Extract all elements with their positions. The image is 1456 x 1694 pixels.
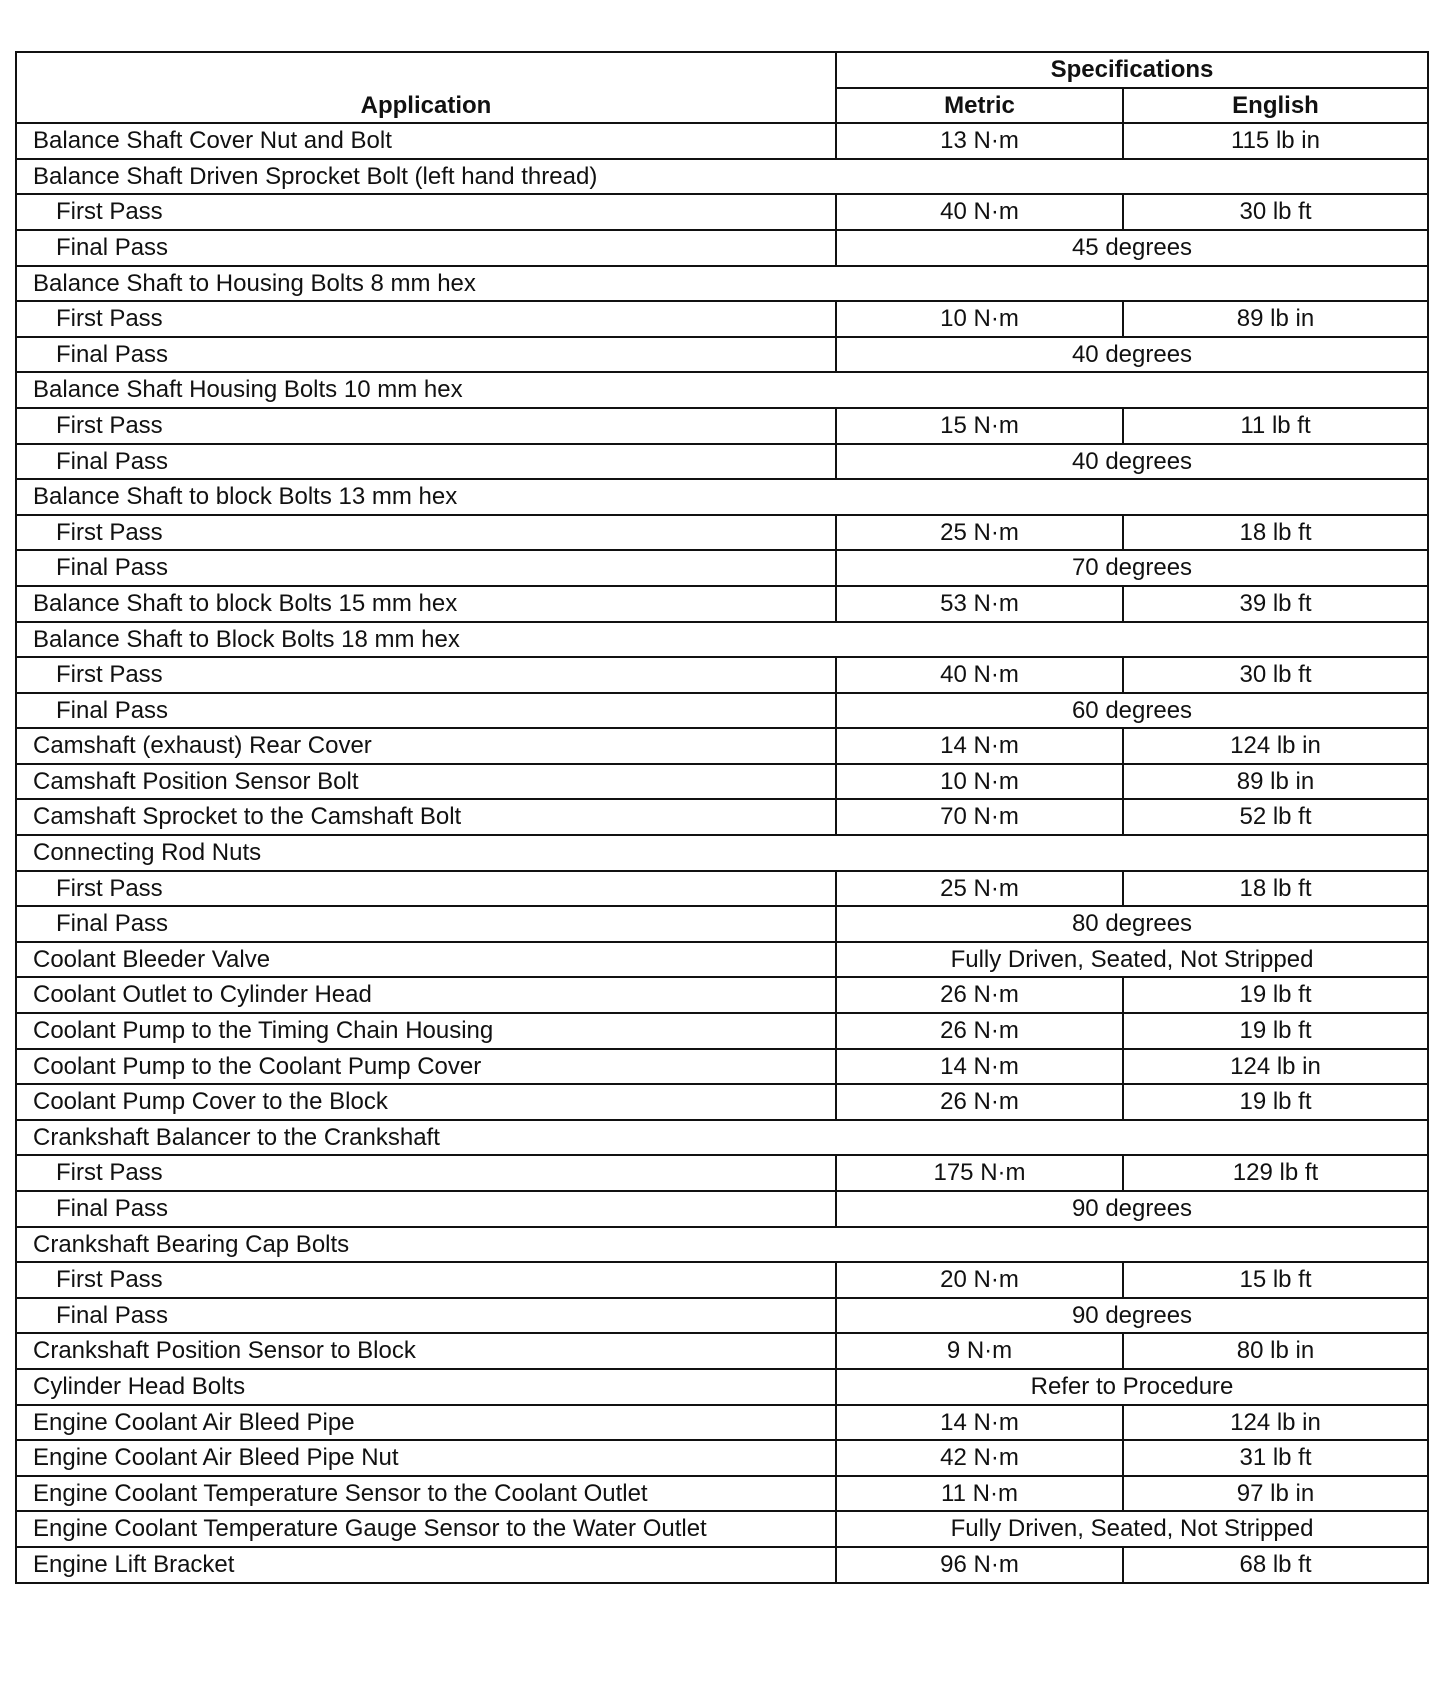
application-cell: Engine Coolant Air Bleed Pipe xyxy=(16,1405,836,1441)
application-group-label: Crankshaft Balancer to the Crankshaft xyxy=(16,1120,1428,1156)
table-row xyxy=(16,1155,1428,1191)
application-subitem-cell: Final Pass xyxy=(16,1298,836,1334)
table-row xyxy=(16,1049,1428,1085)
english-value-cell: 115 lb in xyxy=(1123,123,1428,159)
english-value-cell: 19 lb ft xyxy=(1123,977,1428,1013)
english-value-cell: 30 lb ft xyxy=(1123,194,1428,230)
table-row xyxy=(16,586,1428,622)
metric-value-cell: 14 N·m xyxy=(836,1049,1123,1085)
english-value-cell: 89 lb in xyxy=(1123,301,1428,337)
specifications-column-header: Specifications xyxy=(836,52,1428,88)
application-group-label: Connecting Rod Nuts xyxy=(16,835,1428,871)
english-value-cell: 97 lb in xyxy=(1123,1476,1428,1512)
metric-value-cell: 53 N·m xyxy=(836,586,1123,622)
metric-value-cell: 9 N·m xyxy=(836,1333,1123,1369)
metric-value-cell: 70 N·m xyxy=(836,799,1123,835)
metric-value-cell: 96 N·m xyxy=(836,1547,1123,1583)
application-cell: Engine Coolant Temperature Gauge Sensor to the Water Outlet xyxy=(16,1511,836,1547)
metric-value-cell: 26 N·m xyxy=(836,1013,1123,1049)
application-subitem-cell: Final Pass xyxy=(16,906,836,942)
english-value-cell: 68 lb ft xyxy=(1123,1547,1428,1583)
application-subitem-cell: First Pass xyxy=(16,657,836,693)
metric-column-header: Metric xyxy=(836,88,1123,124)
metric-value-cell: 20 N·m xyxy=(836,1262,1123,1298)
combined-spec-cell: 90 degrees xyxy=(836,1298,1428,1334)
metric-value-cell: 14 N·m xyxy=(836,728,1123,764)
metric-value-cell: 10 N·m xyxy=(836,301,1123,337)
metric-value-cell: 26 N·m xyxy=(836,977,1123,1013)
application-subitem-cell: First Pass xyxy=(16,1155,836,1191)
combined-spec-cell: Fully Driven, Seated, Not Stripped xyxy=(836,1511,1428,1547)
combined-spec-cell: 40 degrees xyxy=(836,337,1428,373)
application-group-label: Balance Shaft to Block Bolts 18 mm hex xyxy=(16,622,1428,658)
table-row xyxy=(16,1227,1428,1263)
table-row xyxy=(16,1511,1428,1547)
application-subitem-cell: Final Pass xyxy=(16,444,836,480)
table-body xyxy=(16,123,1428,1582)
metric-value-cell: 11 N·m xyxy=(836,1476,1123,1512)
english-value-cell: 39 lb ft xyxy=(1123,586,1428,622)
combined-spec-cell: Fully Driven, Seated, Not Stripped xyxy=(836,942,1428,978)
application-subitem-cell: Final Pass xyxy=(16,337,836,373)
metric-value-cell: 14 N·m xyxy=(836,1405,1123,1441)
metric-value-cell: 40 N·m xyxy=(836,194,1123,230)
english-value-cell: 19 lb ft xyxy=(1123,1084,1428,1120)
english-value-cell: 129 lb ft xyxy=(1123,1155,1428,1191)
application-cell: Camshaft Position Sensor Bolt xyxy=(16,764,836,800)
table-row xyxy=(16,479,1428,515)
table-row xyxy=(16,1013,1428,1049)
english-value-cell: 89 lb in xyxy=(1123,764,1428,800)
application-column-header: Application xyxy=(16,52,836,123)
table-row xyxy=(16,906,1428,942)
application-group-label: Balance Shaft Housing Bolts 10 mm hex xyxy=(16,372,1428,408)
table-header xyxy=(16,52,1428,123)
english-value-cell: 31 lb ft xyxy=(1123,1440,1428,1476)
table-row xyxy=(16,657,1428,693)
table-row xyxy=(16,942,1428,978)
application-group-label: Balance Shaft to block Bolts 13 mm hex xyxy=(16,479,1428,515)
table-row xyxy=(16,1084,1428,1120)
torque-specifications-table xyxy=(15,51,1429,1584)
application-cell: Engine Lift Bracket xyxy=(16,1547,836,1583)
metric-value-cell: 40 N·m xyxy=(836,657,1123,693)
application-subitem-cell: Final Pass xyxy=(16,693,836,729)
application-cell: Coolant Pump to the Timing Chain Housing xyxy=(16,1013,836,1049)
application-cell: Coolant Pump to the Coolant Pump Cover xyxy=(16,1049,836,1085)
application-subitem-cell: First Pass xyxy=(16,194,836,230)
combined-spec-cell: 90 degrees xyxy=(836,1191,1428,1227)
english-value-cell: 30 lb ft xyxy=(1123,657,1428,693)
metric-value-cell: 26 N·m xyxy=(836,1084,1123,1120)
application-subitem-cell: Final Pass xyxy=(16,230,836,266)
metric-value-cell: 13 N·m xyxy=(836,123,1123,159)
english-value-cell: 19 lb ft xyxy=(1123,1013,1428,1049)
application-cell: Coolant Outlet to Cylinder Head xyxy=(16,977,836,1013)
table-row xyxy=(16,1547,1428,1583)
application-cell: Coolant Bleeder Valve xyxy=(16,942,836,978)
application-group-label: Crankshaft Bearing Cap Bolts xyxy=(16,1227,1428,1263)
application-cell: Camshaft Sprocket to the Camshaft Bolt xyxy=(16,799,836,835)
metric-value-cell: 15 N·m xyxy=(836,408,1123,444)
english-value-cell: 11 lb ft xyxy=(1123,408,1428,444)
table-row xyxy=(16,1476,1428,1512)
metric-value-cell: 42 N·m xyxy=(836,1440,1123,1476)
table-row xyxy=(16,1440,1428,1476)
english-value-cell: 18 lb ft xyxy=(1123,515,1428,551)
table-row xyxy=(16,159,1428,195)
table-row xyxy=(16,1369,1428,1405)
table-row xyxy=(16,194,1428,230)
combined-spec-cell: 45 degrees xyxy=(836,230,1428,266)
english-column-header: English xyxy=(1123,88,1428,124)
english-value-cell: 18 lb ft xyxy=(1123,871,1428,907)
table-row xyxy=(16,301,1428,337)
combined-spec-cell: 80 degrees xyxy=(836,906,1428,942)
metric-value-cell: 25 N·m xyxy=(836,871,1123,907)
table-row xyxy=(16,337,1428,373)
application-cell: Engine Coolant Temperature Sensor to the Coolant Outlet xyxy=(16,1476,836,1512)
table-row xyxy=(16,515,1428,551)
metric-value-cell: 25 N·m xyxy=(836,515,1123,551)
table-row xyxy=(16,1191,1428,1227)
table-row xyxy=(16,799,1428,835)
table-row xyxy=(16,372,1428,408)
metric-value-cell: 175 N·m xyxy=(836,1155,1123,1191)
metric-value-cell: 10 N·m xyxy=(836,764,1123,800)
header-row-top xyxy=(16,52,1428,88)
table-row xyxy=(16,1262,1428,1298)
application-cell: Camshaft (exhaust) Rear Cover xyxy=(16,728,836,764)
table-row xyxy=(16,764,1428,800)
table-row xyxy=(16,230,1428,266)
application-group-label: Balance Shaft Driven Sprocket Bolt (left hand thread) xyxy=(16,159,1428,195)
english-value-cell: 124 lb in xyxy=(1123,1405,1428,1441)
combined-spec-cell: 40 degrees xyxy=(836,444,1428,480)
table-row xyxy=(16,835,1428,871)
english-value-cell: 124 lb in xyxy=(1123,1049,1428,1085)
application-cell: Cylinder Head Bolts xyxy=(16,1369,836,1405)
application-subitem-cell: First Pass xyxy=(16,301,836,337)
table-row xyxy=(16,693,1428,729)
table-row xyxy=(16,1298,1428,1334)
application-cell: Coolant Pump Cover to the Block xyxy=(16,1084,836,1120)
application-group-label: Balance Shaft to Housing Bolts 8 mm hex xyxy=(16,266,1428,302)
english-value-cell: 52 lb ft xyxy=(1123,799,1428,835)
application-cell: Engine Coolant Air Bleed Pipe Nut xyxy=(16,1440,836,1476)
application-subitem-cell: Final Pass xyxy=(16,1191,836,1227)
application-cell: Crankshaft Position Sensor to Block xyxy=(16,1333,836,1369)
table-row xyxy=(16,550,1428,586)
application-subitem-cell: First Pass xyxy=(16,871,836,907)
english-value-cell: 15 lb ft xyxy=(1123,1262,1428,1298)
table-row xyxy=(16,444,1428,480)
english-value-cell: 124 lb in xyxy=(1123,728,1428,764)
english-value-cell: 80 lb in xyxy=(1123,1333,1428,1369)
table-row xyxy=(16,1333,1428,1369)
combined-spec-cell: Refer to Procedure xyxy=(836,1369,1428,1405)
table-row xyxy=(16,622,1428,658)
table-row xyxy=(16,1120,1428,1156)
application-subitem-cell: First Pass xyxy=(16,1262,836,1298)
table-row xyxy=(16,123,1428,159)
combined-spec-cell: 70 degrees xyxy=(836,550,1428,586)
table-row xyxy=(16,1405,1428,1441)
application-cell: Balance Shaft to block Bolts 15 mm hex xyxy=(16,586,836,622)
combined-spec-cell: 60 degrees xyxy=(836,693,1428,729)
application-cell: Balance Shaft Cover Nut and Bolt xyxy=(16,123,836,159)
table-row xyxy=(16,728,1428,764)
table-row xyxy=(16,977,1428,1013)
table-row xyxy=(16,266,1428,302)
application-subitem-cell: Final Pass xyxy=(16,550,836,586)
application-subitem-cell: First Pass xyxy=(16,408,836,444)
table-row xyxy=(16,871,1428,907)
table-row xyxy=(16,408,1428,444)
application-subitem-cell: First Pass xyxy=(16,515,836,551)
